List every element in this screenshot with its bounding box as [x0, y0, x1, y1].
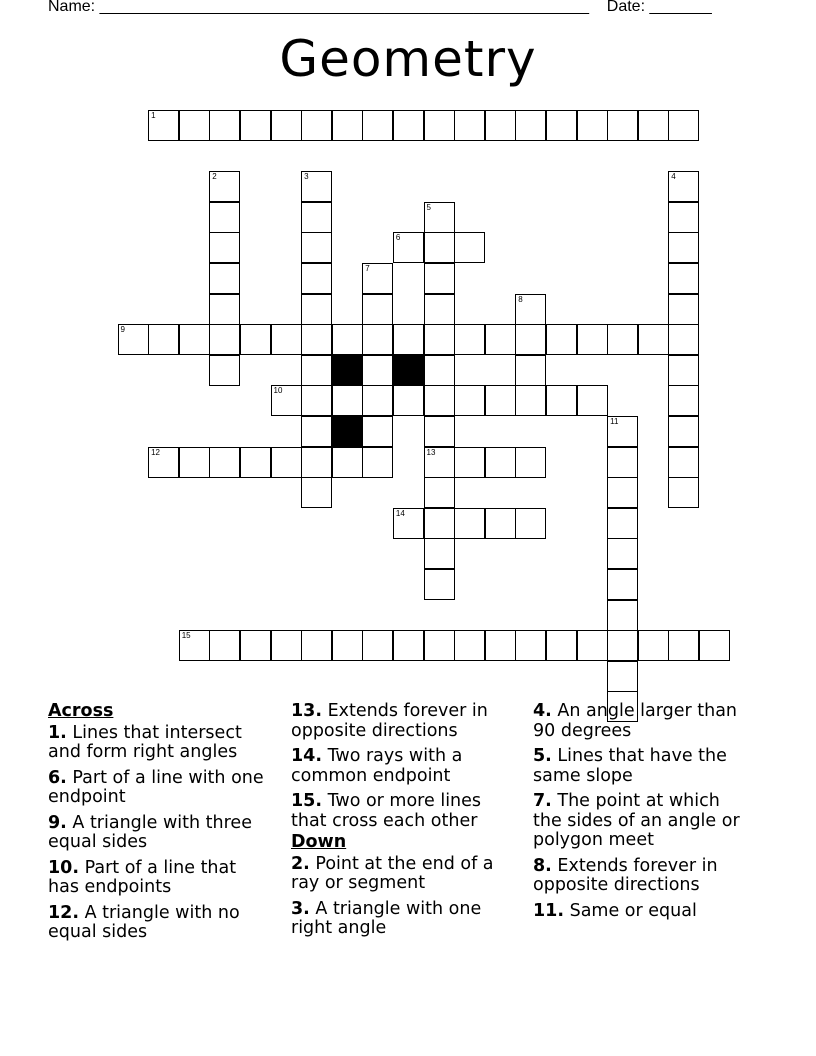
clue-number-label: 14	[395, 508, 405, 518]
grid-cell[interactable]	[209, 447, 240, 478]
grid-cell[interactable]	[209, 263, 240, 294]
grid-cell[interactable]	[668, 447, 699, 478]
grid-cell[interactable]	[424, 110, 455, 141]
grid-cell[interactable]	[515, 324, 546, 355]
grid-cell[interactable]	[271, 630, 302, 661]
grid-cell[interactable]	[301, 385, 332, 416]
grid-cell[interactable]	[148, 324, 179, 355]
grid-cell[interactable]	[209, 171, 240, 202]
clue-number-label: 12	[151, 447, 160, 457]
grid-cell[interactable]	[424, 324, 455, 355]
clue-number-label: 1	[151, 111, 156, 120]
clue-text: Lines that intersect and form right angles	[48, 722, 242, 762]
grid-cell[interactable]	[332, 447, 363, 478]
grid-cell[interactable]	[209, 355, 240, 386]
grid-cell[interactable]	[362, 416, 393, 447]
grid-cell[interactable]	[179, 630, 210, 661]
grid-cell[interactable]	[362, 447, 393, 478]
grid-cell[interactable]	[362, 630, 393, 661]
grid-cell[interactable]	[668, 110, 699, 141]
grid-cell[interactable]	[301, 202, 332, 233]
grid-cell[interactable]	[424, 477, 455, 508]
date-blank[interactable]: _______	[649, 0, 712, 15]
grid-cell[interactable]	[424, 630, 455, 661]
clue-text: A triangle with no equal sides	[48, 902, 240, 942]
across-clue	[48, 904, 266, 943]
grid-cell[interactable]	[485, 385, 516, 416]
grid-cell[interactable]	[424, 569, 455, 600]
grid-cell[interactable]	[607, 477, 638, 508]
clue-text: Lines that have the same slope	[533, 746, 727, 786]
grid-cell[interactable]	[668, 171, 699, 202]
grid-cell[interactable]	[271, 447, 302, 478]
grid-cell[interactable]	[301, 171, 332, 202]
grid-cell[interactable]	[393, 324, 424, 355]
clue-column-3	[533, 702, 751, 927]
grid-cell[interactable]	[424, 508, 455, 539]
grid-cell[interactable]	[393, 508, 424, 539]
grid-cell[interactable]	[668, 202, 699, 233]
clue-text: Point at the end of a ray or segment	[291, 853, 494, 893]
grid-cell[interactable]	[668, 477, 699, 508]
grid-cell[interactable]	[515, 355, 546, 386]
black-cell	[393, 355, 424, 386]
clue-number: 14.	[291, 746, 323, 766]
grid-cell[interactable]	[240, 447, 271, 478]
down-clue	[533, 857, 751, 896]
down-clue	[533, 792, 751, 851]
grid-cell[interactable]	[301, 447, 332, 478]
clue-number: 1.	[48, 722, 67, 743]
grid-cell[interactable]	[240, 110, 271, 141]
grid-cell[interactable]	[607, 661, 638, 692]
date-label: Date:	[606, 0, 646, 15]
grid-cell[interactable]	[301, 630, 332, 661]
grid-cell[interactable]	[607, 324, 638, 355]
grid-cell[interactable]	[179, 324, 210, 355]
grid-cell[interactable]	[454, 110, 485, 141]
clue-number-label: 11	[610, 417, 619, 426]
down-clue	[533, 702, 751, 741]
grid-cell[interactable]	[668, 324, 699, 355]
grid-cell[interactable]	[515, 508, 546, 539]
grid-cell[interactable]	[179, 447, 210, 478]
clue-number: 9.	[48, 812, 67, 833]
grid-cell[interactable]	[424, 232, 455, 263]
grid-cell[interactable]	[301, 477, 332, 508]
grid-cell[interactable]	[332, 385, 363, 416]
down-clue	[533, 902, 751, 922]
across-clue	[48, 859, 266, 898]
clue-number-label: 2	[212, 172, 217, 182]
across-clue	[291, 747, 509, 786]
grid-cell[interactable]	[515, 447, 546, 478]
clue-number-label: 15	[181, 631, 191, 641]
clue-text: Extends forever in opposite directions	[291, 701, 488, 741]
grid-cell[interactable]	[668, 355, 699, 386]
grid-cell[interactable]	[546, 385, 577, 416]
clue-number-label: 8	[518, 294, 523, 304]
grid-cell[interactable]	[424, 263, 455, 294]
grid-cell[interactable]	[209, 324, 240, 355]
grid-cell[interactable]	[393, 110, 424, 141]
grid-cell[interactable]	[240, 324, 271, 355]
grid-cell[interactable]	[668, 263, 699, 294]
grid-cell[interactable]	[699, 630, 730, 661]
grid-cell[interactable]	[301, 416, 332, 447]
down-clue	[291, 855, 509, 894]
grid-cell[interactable]	[515, 630, 546, 661]
grid-cell[interactable]	[209, 630, 240, 661]
clue-number: 11.	[533, 900, 565, 921]
grid-cell[interactable]	[332, 630, 363, 661]
clue-number: 5.	[533, 746, 552, 766]
grid-cell[interactable]	[118, 324, 149, 355]
across-clue	[291, 702, 509, 741]
grid-cell[interactable]	[301, 355, 332, 386]
clue-column-1	[48, 702, 266, 949]
clue-text: Same or equal	[569, 900, 697, 921]
grid-cell[interactable]	[209, 294, 240, 325]
across-clue	[291, 792, 509, 831]
grid-cell[interactable]	[424, 416, 455, 447]
clue-number: 3.	[291, 898, 310, 919]
grid-cell[interactable]	[515, 294, 546, 325]
grid-cell[interactable]	[638, 110, 669, 141]
grid-cell[interactable]	[607, 538, 638, 569]
grid-cell[interactable]	[454, 232, 485, 263]
grid-cell[interactable]	[209, 110, 240, 141]
clue-number: 4.	[533, 701, 552, 721]
grid-cell[interactable]	[638, 324, 669, 355]
name-label: Name:	[48, 0, 96, 15]
black-cell	[332, 416, 363, 447]
grid-cell[interactable]	[454, 324, 485, 355]
grid-cell[interactable]	[393, 630, 424, 661]
across-clue	[48, 769, 266, 808]
clue-number-label: 7	[365, 264, 370, 273]
grid-cell[interactable]	[607, 110, 638, 141]
grid-cell[interactable]	[362, 263, 393, 294]
grid-cell[interactable]	[362, 294, 393, 325]
grid-cell[interactable]	[668, 416, 699, 447]
down-clue	[533, 747, 751, 786]
clue-text: The point at which the sides of an angle or polygon meet	[533, 791, 740, 850]
grid-cell[interactable]	[607, 416, 638, 447]
clue-column-2	[291, 702, 509, 945]
grid-cell[interactable]	[638, 630, 669, 661]
grid-cell[interactable]	[515, 110, 546, 141]
clue-number: 6.	[48, 767, 67, 788]
grid-cell[interactable]	[485, 447, 516, 478]
clue-text: Two or more lines that cross each other	[291, 791, 482, 831]
clue-number-label: 5	[426, 202, 431, 212]
grid-cell[interactable]	[271, 324, 302, 355]
clue-text: Part of a line that has endpoints	[48, 857, 237, 897]
clue-number-label: 4	[671, 172, 676, 182]
grid-cell[interactable]	[424, 294, 455, 325]
clue-number-label: 13	[426, 447, 436, 457]
clue-text: Two rays with a common endpoint	[291, 746, 463, 786]
clue-number: 7.	[533, 791, 552, 811]
grid-cell[interactable]	[393, 232, 424, 263]
page-title: Geometry	[279, 30, 537, 88]
grid-cell[interactable]	[607, 447, 638, 478]
grid-cell[interactable]	[577, 324, 608, 355]
grid-cell[interactable]	[362, 385, 393, 416]
clue-number: 10.	[48, 857, 80, 878]
grid-cell[interactable]	[485, 508, 516, 539]
across-clue	[48, 724, 266, 763]
grid-cell[interactable]	[454, 630, 485, 661]
across-clue	[48, 814, 266, 853]
grid-cell[interactable]	[362, 324, 393, 355]
grid-cell[interactable]	[454, 508, 485, 539]
clue-number-label: 6	[395, 233, 401, 243]
grid-cell[interactable]	[301, 263, 332, 294]
grid-cell[interactable]	[454, 447, 485, 478]
down-heading: Down	[291, 832, 347, 852]
clue-text: A triangle with three equal sides	[48, 812, 252, 852]
grid-cell[interactable]	[301, 324, 332, 355]
name-blank[interactable]: _______________________________________________________	[99, 0, 589, 15]
grid-cell[interactable]	[515, 385, 546, 416]
grid-cell[interactable]	[301, 110, 332, 141]
grid-cell[interactable]	[179, 110, 210, 141]
grid-cell[interactable]	[668, 232, 699, 263]
grid-cell[interactable]	[424, 355, 455, 386]
clue-text: Extends forever in opposite directions	[533, 855, 718, 895]
grid-cell[interactable]	[362, 355, 393, 386]
grid-cell[interactable]	[546, 324, 577, 355]
clue-text: A triangle with one right angle	[291, 898, 482, 938]
grid-cell[interactable]	[577, 110, 608, 141]
grid-cell[interactable]	[332, 324, 363, 355]
grid-cell[interactable]	[148, 447, 179, 478]
grid-cell[interactable]	[607, 508, 638, 539]
grid-cell[interactable]	[577, 385, 608, 416]
grid-cell[interactable]	[424, 202, 455, 233]
grid-cell[interactable]	[454, 385, 485, 416]
clue-number: 8.	[533, 855, 552, 876]
grid-cell[interactable]	[485, 110, 516, 141]
black-cell	[332, 355, 363, 386]
clue-number: 13.	[291, 701, 323, 721]
grid-cell[interactable]	[332, 110, 363, 141]
grid-cell[interactable]	[668, 630, 699, 661]
grid-cell[interactable]	[393, 385, 424, 416]
grid-cell[interactable]	[424, 385, 455, 416]
grid-cell[interactable]	[424, 447, 455, 478]
grid-cell[interactable]	[668, 294, 699, 325]
grid-cell[interactable]	[271, 385, 302, 416]
grid-cell[interactable]	[607, 600, 638, 631]
grid-cell[interactable]	[546, 630, 577, 661]
clue-number-label: 10	[273, 386, 283, 396]
down-clue	[291, 900, 509, 939]
grid-cell[interactable]	[577, 630, 608, 661]
grid-cell[interactable]	[485, 630, 516, 661]
grid-cell[interactable]	[148, 110, 179, 141]
grid-cell[interactable]	[607, 569, 638, 600]
grid-cell[interactable]	[301, 232, 332, 263]
across-heading: Across	[48, 701, 114, 721]
clue-text: An angle larger than 90 degrees	[533, 701, 738, 741]
grid-cell[interactable]	[240, 630, 271, 661]
clue-number-label: 3	[304, 172, 309, 182]
clue-number: 15.	[291, 791, 323, 811]
grid-cell[interactable]	[209, 202, 240, 233]
grid-cell[interactable]	[668, 385, 699, 416]
clue-text: Part of a line with one endpoint	[48, 767, 264, 807]
clue-number: 2.	[291, 853, 310, 874]
grid-cell[interactable]	[362, 110, 393, 141]
grid-cell[interactable]	[301, 294, 332, 325]
grid-cell[interactable]	[485, 324, 516, 355]
clue-number-label: 9	[120, 325, 125, 335]
grid-cell[interactable]	[424, 538, 455, 569]
grid-cell[interactable]	[607, 630, 638, 661]
grid-cell[interactable]	[209, 232, 240, 263]
grid-cell[interactable]	[546, 110, 577, 141]
clue-number: 12.	[48, 902, 80, 923]
grid-cell[interactable]	[271, 110, 302, 141]
